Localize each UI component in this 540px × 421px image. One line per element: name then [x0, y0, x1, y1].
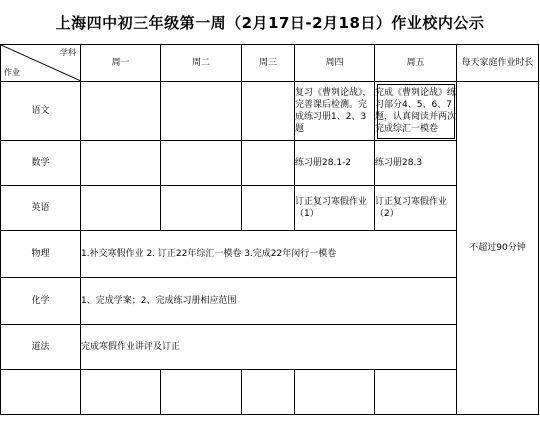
cell-yuwen-mon[interactable] [81, 82, 161, 141]
cell-shuxue-wed[interactable] [242, 141, 295, 186]
header-wednesday[interactable]: 周三 [242, 45, 295, 82]
cell-yingyu-mon[interactable] [81, 186, 161, 231]
cell-yuwen-tue[interactable] [161, 82, 242, 141]
page-title: 上海四中初三年级第一周（2月17日-2月18日）作业校内公示 [55, 13, 485, 32]
cell-yingyu-thu-text: 订正复习寒假作业（1） [295, 197, 368, 219]
cell-empty-fri[interactable] [375, 370, 457, 415]
cell-daofa-week[interactable]: 完成寒假作业讲评及订正 [81, 325, 457, 370]
cell-empty-thu[interactable] [295, 370, 375, 415]
subject-yingyu[interactable]: 英语 [1, 186, 81, 231]
subject-shuxue[interactable]: 数学 [1, 141, 81, 186]
cell-yuwen-fri-text: 完成《曹刿论战》练习部分4、5、6、7题，认真阅读并两次完成综汇一模卷 [375, 88, 457, 134]
cell-huaxue-week[interactable]: 1、完成学案；2、完成练习册相应范围 [81, 278, 457, 325]
corner-label-homework: 作业 [4, 68, 20, 77]
cell-shuxue-tue[interactable] [161, 141, 242, 186]
cell-yuwen-thu-text: 复习《曹刿论战》，完善课后检测。完成练习册1、2、3题 [295, 88, 372, 134]
cell-yingyu-thu[interactable] [295, 186, 375, 231]
cell-yingyu-wed[interactable] [242, 186, 295, 231]
cell-yingyu-fri[interactable] [375, 186, 457, 231]
header-daily-limit[interactable]: 每天家庭作业时长 [457, 45, 539, 82]
cell-shuxue-mon[interactable] [81, 141, 161, 186]
cell-yuwen-wed[interactable] [242, 82, 295, 141]
subject-daofa[interactable]: 道法 [1, 325, 81, 370]
corner-label-subject: 学科 [60, 48, 76, 57]
header-tuesday[interactable]: 周二 [161, 45, 242, 82]
header-monday[interactable]: 周一 [81, 45, 161, 82]
cell-yuwen-thu[interactable] [295, 82, 375, 141]
corner-header-cell[interactable] [1, 45, 81, 82]
row-yuwen [1, 82, 539, 141]
header-row [1, 45, 539, 82]
cell-empty-wed[interactable] [242, 370, 295, 415]
header-friday[interactable]: 周五 [375, 45, 457, 82]
cell-wuli-week[interactable]: 1.补交寒假作业 2. 订正22年综汇一模卷 3.完成22年闵行一模卷 [81, 231, 457, 278]
cell-empty-mon[interactable] [81, 370, 161, 415]
cell-empty-tue[interactable] [161, 370, 242, 415]
cell-shuxue-fri[interactable]: 练习册28.3 [375, 141, 457, 186]
subject-huaxue[interactable]: 化学 [1, 278, 81, 325]
cell-yingyu-fri-text: 订正复习寒假作业（2） [375, 197, 448, 219]
subject-yuwen[interactable]: 语文 [1, 82, 81, 141]
homework-table [0, 44, 539, 415]
cell-yuwen-fri[interactable] [375, 82, 457, 141]
header-thursday[interactable]: 周四 [295, 45, 375, 82]
subject-wuli[interactable]: 物理 [1, 231, 81, 278]
cell-empty-subject[interactable] [1, 370, 81, 415]
cell-yingyu-tue[interactable] [161, 186, 242, 231]
cell-daily-limit[interactable]: 不超过90分钟 [457, 82, 539, 415]
cell-shuxue-thu[interactable]: 练习册28.1-2 [295, 141, 375, 186]
